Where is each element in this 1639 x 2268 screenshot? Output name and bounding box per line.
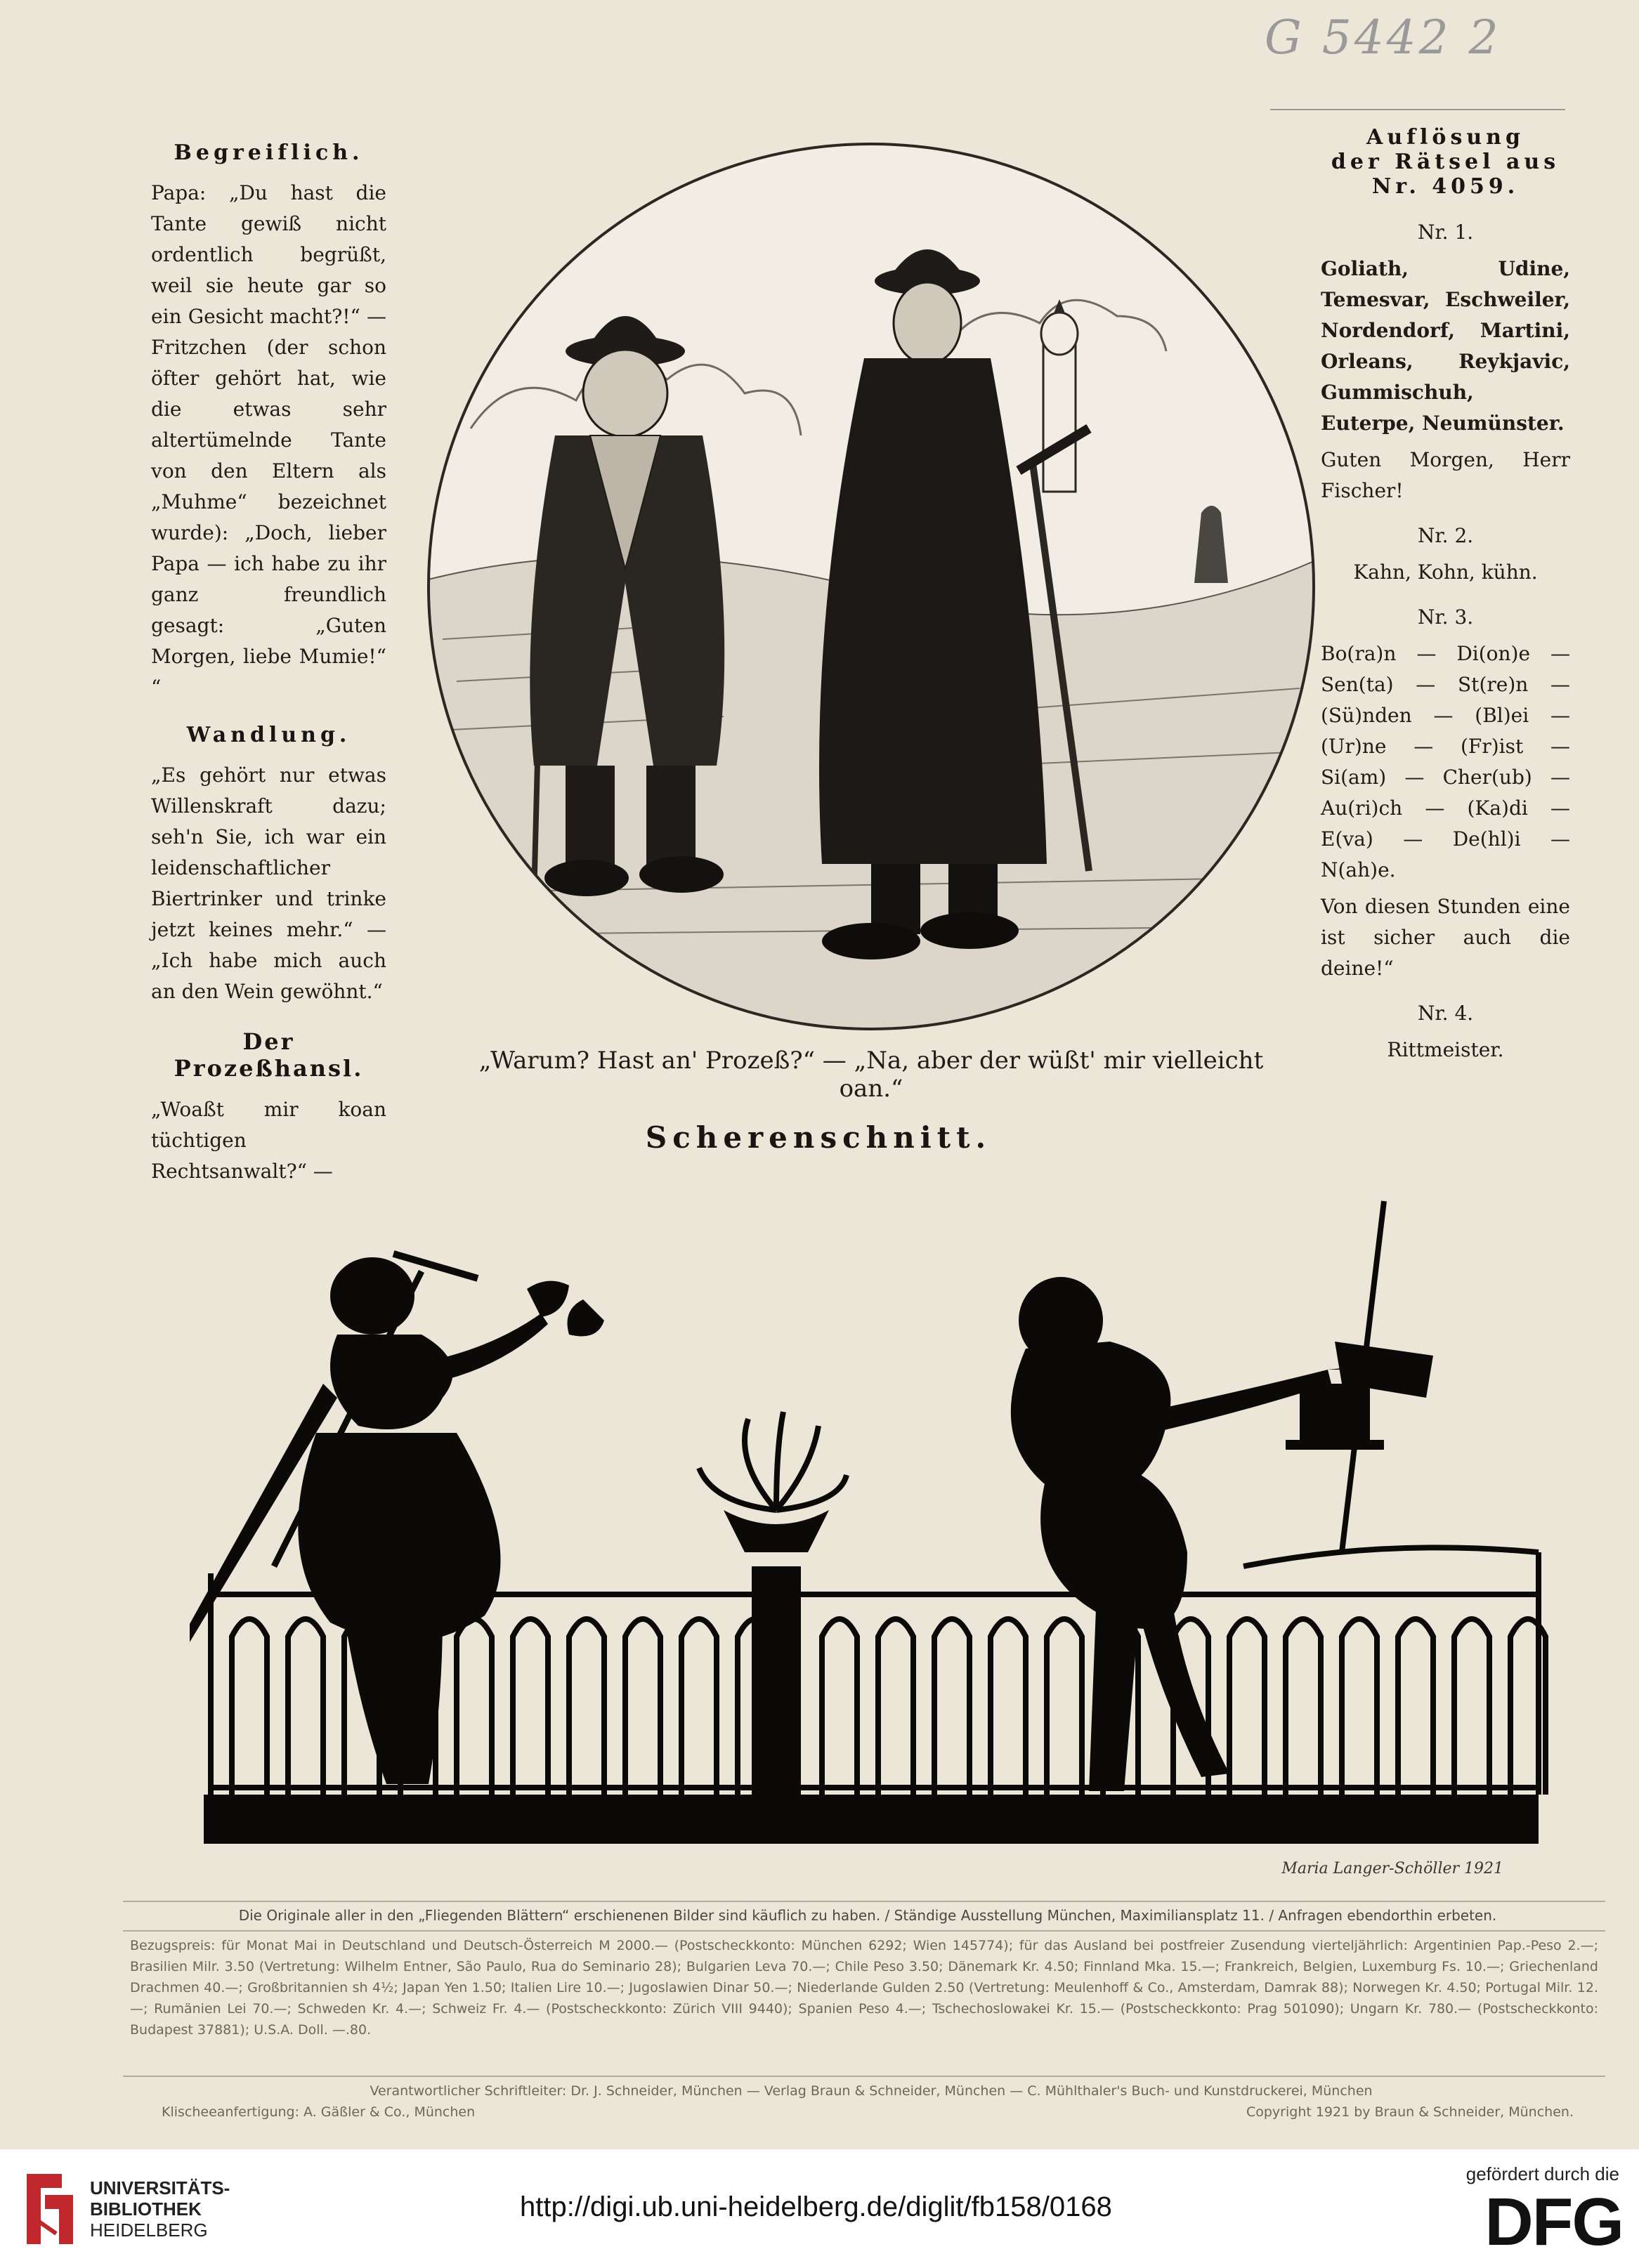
silhouette-signature: Maria Langer-Schöller 1921 bbox=[1281, 1860, 1503, 1877]
library-name-line-3: HEIDELBERG bbox=[90, 2220, 208, 2241]
imprint-line-1: Verantwortlicher Schriftleiter: Dr. J. Schneider, München — Verlag Braun & Schneider, München — C. Mühlthaler's Buch- und Kunstdruckerei, München bbox=[370, 2083, 1373, 2099]
church-tower bbox=[1041, 299, 1078, 492]
top-hat-brim bbox=[1286, 1440, 1384, 1450]
solution-heading-3: Nr. 4059. bbox=[1371, 174, 1520, 199]
fence-base bbox=[204, 1795, 1539, 1844]
solution-heading-1: Auflösung bbox=[1366, 125, 1524, 150]
subscription-notice: Bezugspreis: für Monat Mai in Deutschland und Deutsch-Österreich M 2000.— (Postscheckkonto: München 6292; Wien 145774); für das Ausland bei postfreier Zusendung vierteljährlich: Argentinien Pap.-Peso 2.—; Brasilien Milr. 3.50 (Vertretung: Wilhelm Entner, São Paulo, Rua do Seminario 28); Bulgarien Leva 70.—; Chile Peso 3.50; Dänemark Kr. 4.50; Finnland Mka. 15.—; Frankreich, Belgien, Luxemburg Fs. 10.—; Griechenland Drachmen 40.—; Großbritannien sh 4½; Japan Yen 1.50; Italien Lire 10.—; Jugoslawien Dinar 50.—; Niederlande Gulden 2.50 (Vertretung: Meulenhoff & Co., Amsterdam, Damrak 88); Norwegen Kr. 4.50; Portugal Milr. 12.—; Rumänien Lei 70.—; Schweden Kr. 4.—; Schweiz Fr. 4.— (Postscheckkonto: Zürich VIII 9440); Spanien Peso 4.—; Tschechoslowakei Kr. 15.— (Postscheckkonto: Prag 501090); Ungarn Kr. 780.— (Postscheckkonto: Budapest 37881); U.S.A. Doll. —.80. bbox=[130, 1938, 1598, 2038]
copyright-notice: Copyright 1921 by Braun & Schneider, München. bbox=[1246, 2104, 1574, 2120]
riddle-number-2: Nr. 2. bbox=[1417, 524, 1474, 547]
riddle-answer-1: Goliath, Udine, Temesvar, Eschweiler, Nordendorf, Martini, Orleans, Reykjavic, Gummischuh, Euterpe, Neumünster. bbox=[1321, 257, 1570, 435]
ub-heidelberg-logo-icon bbox=[21, 2167, 79, 2251]
library-name-line-1: UNIVERSITÄTS- bbox=[90, 2177, 230, 2198]
viewer-footer bbox=[0, 2149, 1639, 2268]
left-column bbox=[151, 140, 386, 1187]
right-column bbox=[1321, 125, 1570, 1066]
rule-top bbox=[123, 1901, 1605, 1902]
library-name-line-2: BIBLIOTHEK bbox=[90, 2198, 202, 2220]
heading-wandlung: Wandlung. bbox=[186, 723, 351, 747]
shelfmark-rule bbox=[1270, 109, 1565, 110]
urn-plant bbox=[699, 1412, 847, 1510]
circular-illustration bbox=[414, 133, 1328, 1040]
permalink-url[interactable]: http://digi.ub.uni-heidelberg.de/diglit/fb158/0168 bbox=[520, 2191, 1112, 2222]
riddle-answer-4: Rittmeister. bbox=[1387, 1038, 1504, 1061]
shelfmark-handwriting: G 5442 2 bbox=[1265, 11, 1501, 65]
rule-bottom bbox=[123, 2076, 1605, 2077]
silhouette-artwork bbox=[190, 1131, 1581, 1889]
heading-begreiflich: Begreiflich. bbox=[174, 140, 364, 165]
library-logo-text bbox=[90, 2177, 230, 2241]
text-prozesshansl: „Woaßt mir koan tüchtigen Rechtsanwalt?“ — bbox=[151, 1098, 386, 1183]
text-begreiflich: Papa: „Du hast die Tante gewiß nicht ordentlich begrüßt, weil sie heute gar so ein Gesicht macht?!“ — Fritzchen (der schon öfter gehört hat, wie die etwas sehr altertümelnde Tante von den Eltern als „Muhme“ bezeichnet wurde): „Doch, lieber Papa — ich habe zu ihr ganz freundlich gesagt: „Guten Morgen, liebe Mumie!“ “ bbox=[151, 181, 386, 699]
flower-urn bbox=[724, 1510, 829, 1552]
fence-pillar bbox=[752, 1566, 801, 1798]
gentleman-silhouette bbox=[1011, 1277, 1433, 1791]
originals-notice: Die Originale aller in den „Fliegenden Blättern“ erschienenen Bilder sind käuflich zu haben. / Ständige Ausstellung München, Maximiliansplatz 11. / Anfragen ebendorthin erbeten. bbox=[238, 1907, 1497, 1924]
funded-by-text: gefördert durch die bbox=[1465, 2163, 1619, 2184]
top-hat bbox=[1300, 1384, 1370, 1447]
imprint-line-2: Klischeeanfertigung: A. Gäßler & Co., München bbox=[162, 2104, 476, 2120]
dfg-logo: DFG bbox=[1484, 2184, 1623, 2260]
riddle-number-3: Nr. 3. bbox=[1417, 605, 1474, 629]
woman-silhouette bbox=[190, 1257, 604, 1784]
riddle-number-1: Nr. 1. bbox=[1417, 221, 1474, 244]
text-wandlung: „Es gehört nur etwas Willenskraft dazu; seh'n Sie, ich war ein leidenschaftlicher Biertrinker und trinke jetzt keines mehr.“ — „Ich habe mich auch an den Wein gewöhnt.“ bbox=[151, 763, 386, 1003]
silhouette-title: Scherenschnitt. bbox=[645, 1120, 992, 1155]
rule-middle bbox=[123, 1930, 1605, 1932]
riddle-answer-3b: Von diesen Stunden eine ist sicher auch die deine!“ bbox=[1321, 895, 1570, 980]
illustration-caption: „Warum? Hast an' Prozeß?“ — „Na, aber der wüßt' mir vielleicht oan.“ bbox=[478, 1047, 1264, 1103]
heading-prozesshansl: Der Prozeßhansl. bbox=[174, 1028, 364, 1082]
solution-heading-2: der Rätsel aus bbox=[1331, 150, 1560, 174]
riddle-answer-2: Kahn, Kohn, kühn. bbox=[1353, 561, 1538, 584]
riddle-answer-1b: Guten Morgen, Herr Fischer! bbox=[1321, 448, 1570, 502]
fence-left bbox=[211, 1573, 794, 1795]
riddle-answer-3: Bo(ra)n — Di(on)e — Sen(ta) — St(re)n — (Sü)nden — (Bl)ei — (Ur)ne — (Fr)ist — Si(am) — Cher(ub) — Au(ri)ch — (Ka)di — E(va) — De(hl)i — N(ah)e. bbox=[1321, 642, 1570, 881]
riddle-number-4: Nr. 4. bbox=[1417, 1002, 1474, 1025]
